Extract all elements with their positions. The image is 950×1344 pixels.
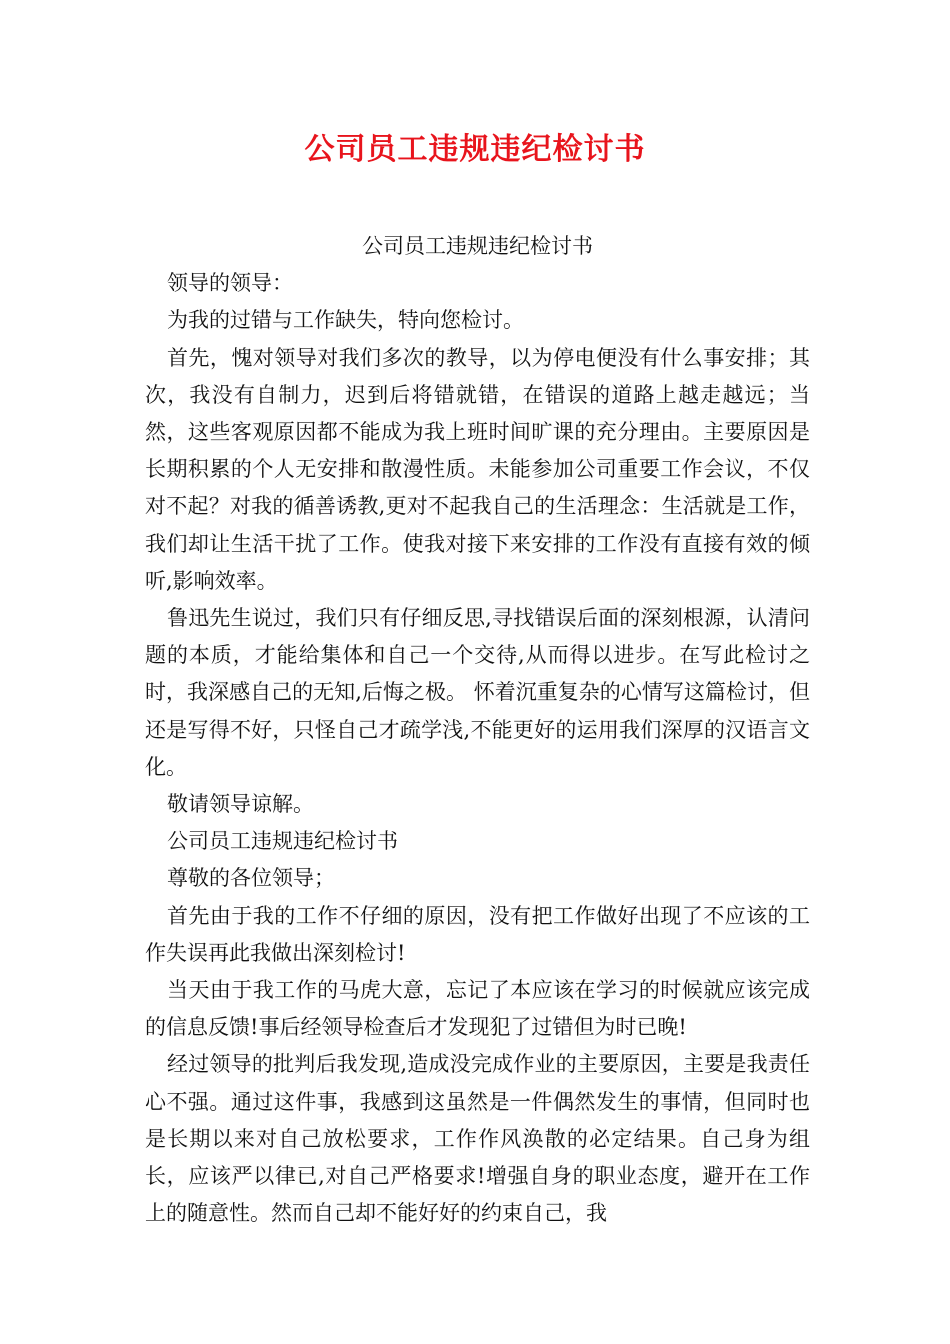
paragraph: 当天由于我工作的马虎大意，忘记了本应该在学习的时候就应该完成的信息反馈!事后经领导检查后才发现犯了过错但为时已晚! — [145, 978, 810, 1040]
paragraph: 鲁迅先生说过，我们只有仔细反思,寻找错误后面的深刻根源，认清问题的本质，才能给集体和自己一个交待,从而得以进步。在写此检讨之时，我深感自己的无知,后悔之极。 怀着沉重复杂的心情写这篇检讨，但还是写得不好，只怪自己才疏学浅,不能更好的运用我们深厚的汉语言文化。 — [145, 606, 810, 779]
section-heading: 公司员工违规违纪检讨书 — [167, 829, 398, 854]
document-title: 公司员工违规违纪检讨书 — [304, 132, 646, 167]
paragraph: 首先由于我的工作不仔细的原因，没有把工作做好出现了不应该的工作失误再此我做出深刻检讨! — [145, 903, 810, 965]
paragraph: 为我的过错与工作缺失，特向您检讨。 — [167, 308, 524, 333]
paragraph: 首先，愧对领导对我们多次的教导，以为停电便没有什么事安排；其次，我没有自制力，迟到后将错就错，在错误的道路上越走越远；当然，这些客观原因都不能成为我上班时间旷课的充分理由。主要原因是长期积累的个人无安排和散漫性质。未能参加公司重要工作会议，不仅对不起？对我的循善诱教,更对不起我自己的生活理念：生活就是工作，我们却让生活干扰了工作。使我对接下来安排的工作没有直接有效的倾听,影响效率。 — [145, 345, 810, 593]
document-body — [145, 228, 810, 1232]
salutation: 尊敬的各位领导； — [167, 866, 335, 891]
paragraph: 经过领导的批判后我发现,造成没完成作业的主要原因，主要是我责任心不强。通过这件事，我感到这虽然是一件偶然发生的事情，但同时也是长期以来对自己放松要求，工作作风涣散的必定结果。自己身为组长，应该严以律已,对自己严格要求!增强自身的职业态度，避开在工作上的随意性。然而自己却不能好好的约束自己，我 — [145, 1052, 810, 1226]
closing-line: 敬请领导谅解。 — [167, 792, 314, 817]
salutation: 领导的领导： — [167, 271, 293, 296]
body-heading: 公司员工违规违纪检讨书 — [362, 234, 593, 258]
